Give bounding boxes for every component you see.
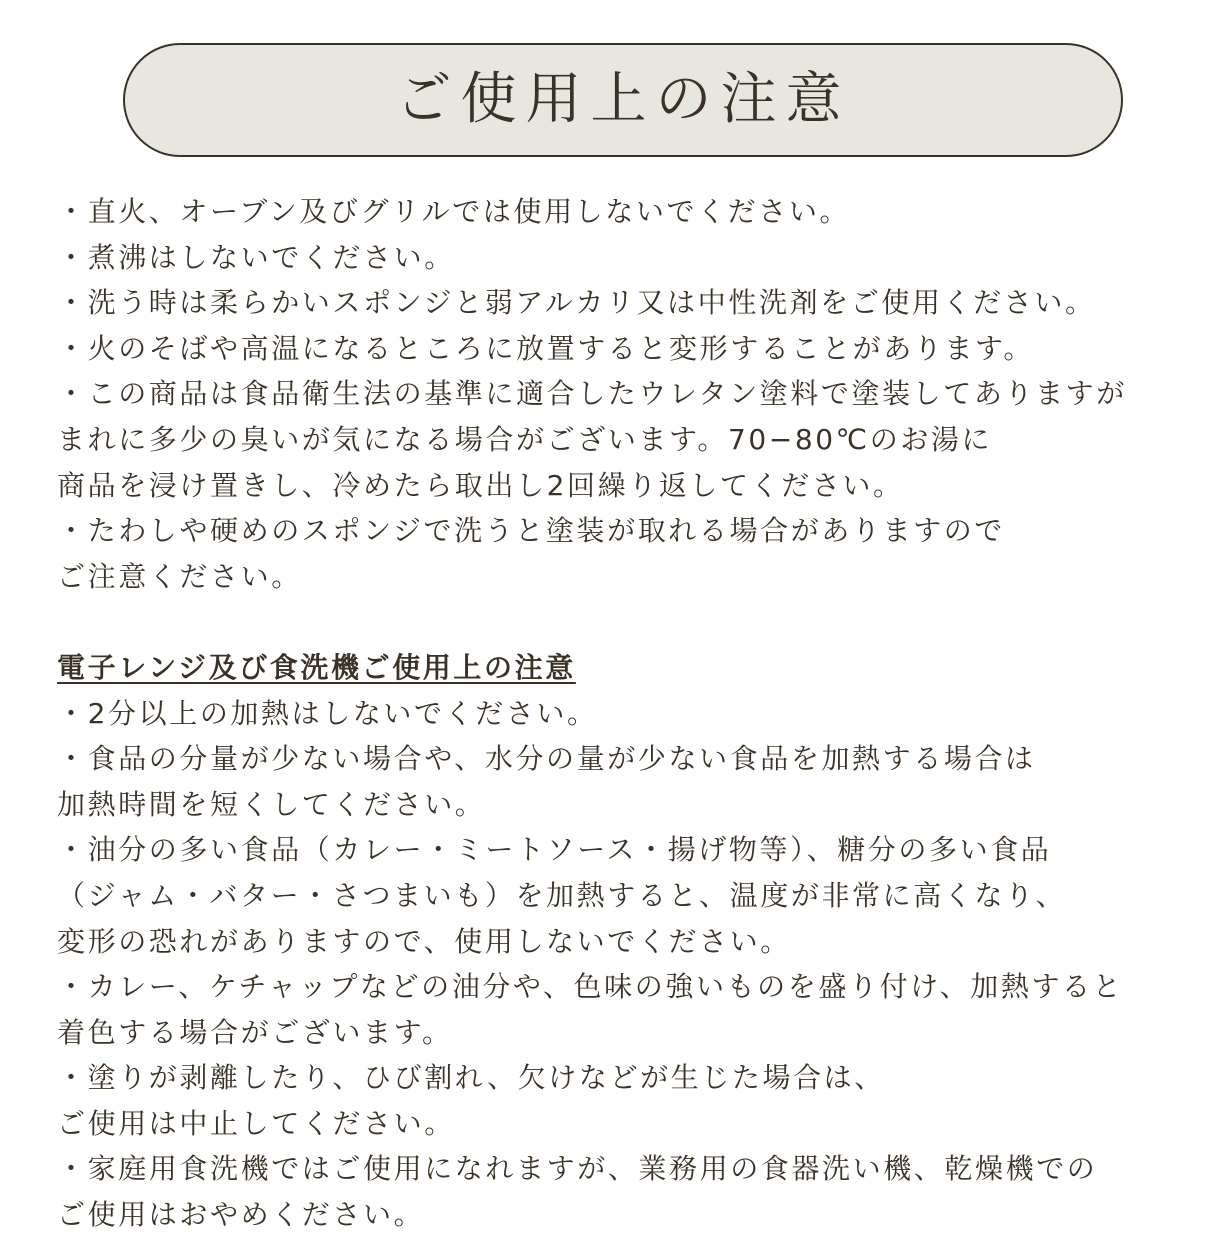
page-title: ご使用上の注意	[395, 67, 851, 132]
notice-line: ・洗う時は柔らかいスポンジと弱アルカリ又は中性洗剤をご使用ください。	[57, 286, 1096, 320]
section-heading: 電子レンジ及び食洗機ご使用上の注意	[57, 650, 576, 684]
notice-line: 加熱時間を短くしてください。	[57, 787, 486, 821]
notice-line: ご使用はおやめください。	[57, 1198, 425, 1232]
notice-line: ・油分の多い食品（カレー・ミートソース・揚げ物等）、糖分の多い食品	[57, 833, 1052, 867]
notice-content	[57, 189, 1217, 1238]
notice-line: ・煮沸はしないでください。	[57, 240, 455, 274]
notice-line: 商品を浸け置きし、冷めたら取出し2回繰り返してください。	[57, 468, 904, 502]
notice-line: 着色する場合がございます。	[57, 1015, 453, 1049]
notice-line: ・カレー、ケチャップなどの油分や、色味の強いものを盛り付け、加熱すると	[57, 970, 1124, 1004]
notice-line: ・2分以上の加熱はしないでください。	[57, 696, 598, 730]
notice-line: ・火のそばや高温になるところに放置すると変形することがあります。	[57, 331, 1034, 365]
notice-line: ・家庭用食洗機ではご使用になれますが、業務用の食器洗い機、乾燥機での	[57, 1152, 1098, 1186]
notice-line: まれに多少の臭いが気になる場合がございます。70−80℃のお湯に	[57, 422, 993, 456]
notice-line: ・食品の分量が少ない場合や、水分の量が少ない食品を加熱する場合は	[57, 742, 1036, 776]
microwave-notes	[57, 645, 1217, 1238]
notice-line: ・直火、オーブン及びグリルでは使用しないでください。	[57, 195, 851, 228]
notice-line: ・たわしや硬めのスポンジで洗うと塗装が取れる場合がありますので	[57, 514, 1005, 548]
notice-line: 変形の恐れがありますので、使用しないでください。	[57, 924, 791, 958]
notice-line: ・この商品は食品衛生法の基準に適合したウレタン塗料で塗装してありますが	[57, 377, 1127, 411]
notice-line: ご使用は中止してください。	[57, 1106, 455, 1140]
notice-line: ご注意ください。	[57, 559, 302, 593]
notice-line: ・塗りが剥離したり、ひび割れ、欠けなどが生じた場合は、	[57, 1061, 885, 1095]
general-notes	[57, 189, 1217, 599]
title-banner	[123, 43, 1123, 157]
notice-line: （ジャム・バター・さつまいも）を加熱すると、温度が非常に高くなり、	[57, 878, 1067, 912]
section-spacer	[57, 599, 1217, 645]
